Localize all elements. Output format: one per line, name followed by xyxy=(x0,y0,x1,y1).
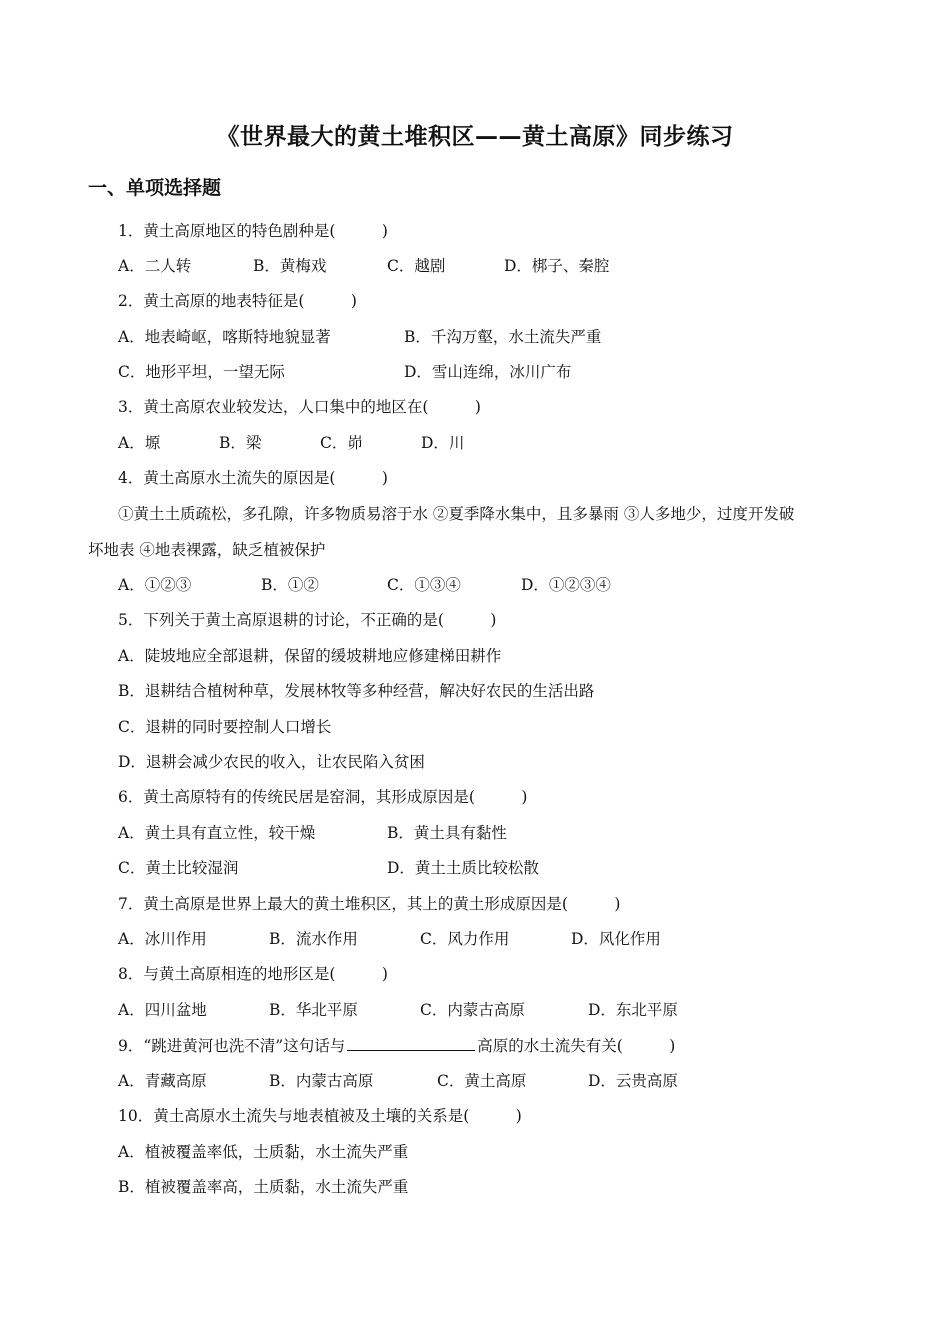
question-stem: 4．黄土高原水土流失的原因是( ) xyxy=(118,469,388,487)
question-stem xyxy=(118,1035,675,1056)
question-stem: 8．与黄土高原相连的地形区是( ) xyxy=(118,965,388,983)
question-stem: 2．黄土高原的地表特征是( ) xyxy=(118,292,357,310)
option: B．华北平原 xyxy=(269,1001,358,1019)
question-stem-part: 9．“跳进黄河也洗不清”这句话与 xyxy=(118,1037,346,1055)
option: B．流水作用 xyxy=(269,930,358,948)
option: B．黄梅戏 xyxy=(253,257,327,275)
question-statements-continued: 坏地表 ④地表裸露，缺乏植被保护 xyxy=(88,541,326,559)
option: D．①②③④ xyxy=(521,576,611,594)
option: B．千沟万壑，水土流失严重 xyxy=(404,328,602,346)
option: A．黄土具有直立性，较干燥 xyxy=(118,824,316,842)
question-stem: 1．黄土高原地区的特色剧种是( ) xyxy=(118,222,388,240)
option: C．内蒙古高原 xyxy=(420,1001,525,1019)
page-title: 《世界最大的黄土堆积区——黄土高原》同步练习 xyxy=(216,124,734,150)
option: C．黄土高原 xyxy=(437,1072,527,1090)
option: C．风力作用 xyxy=(420,930,510,948)
question-stem: 5．下列关于黄土高原退耕的讨论，不正确的是( ) xyxy=(118,611,497,629)
option: A．地表崎岖，喀斯特地貌显著 xyxy=(118,328,331,346)
option: D．退耕会减少农民的收入，让农民陷入贫困 xyxy=(118,753,425,771)
option: A．四川盆地 xyxy=(118,1001,207,1019)
option: D．黄土土质比较松散 xyxy=(387,859,539,877)
option: C．越剧 xyxy=(387,257,446,275)
option: C．峁 xyxy=(320,434,363,452)
option: A．青藏高原 xyxy=(118,1072,207,1090)
option: A．植被覆盖率低，土质黏，水土流失严重 xyxy=(118,1143,409,1161)
option: A．二人转 xyxy=(118,257,192,275)
question-stem: 6．黄土高原特有的传统民居是窑洞，其形成原因是( ) xyxy=(118,788,528,806)
option: D．风化作用 xyxy=(571,930,661,948)
option: B．①② xyxy=(261,576,319,594)
question-statements: ①黄土土质疏松，多孔隙，许多物质易溶于水 ②夏季降水集中，且多暴雨 ③人多地少，过度开发破 xyxy=(118,505,795,523)
question-stem: 7．黄土高原是世界上最大的黄土堆积区，其上的黄土形成原因是( ) xyxy=(118,895,621,913)
option: D．梆子、秦腔 xyxy=(504,257,610,275)
option: A．①②③ xyxy=(118,576,192,594)
fill-blank xyxy=(347,1035,475,1051)
question-stem: 3．黄土高原农业较发达，人口集中的地区在( ) xyxy=(118,398,481,416)
question-stem-part: 高原的水土流失有关( ) xyxy=(477,1037,676,1055)
option: D．东北平原 xyxy=(588,1001,678,1019)
option: B．内蒙古高原 xyxy=(269,1072,374,1090)
section-heading: 一、单项选择题 xyxy=(88,177,222,199)
option: D．云贵高原 xyxy=(588,1072,678,1090)
option: A．冰川作用 xyxy=(118,930,207,948)
option: D．川 xyxy=(421,434,465,452)
option: C．地形平坦，一望无际 xyxy=(118,363,285,381)
option: A．塬 xyxy=(118,434,161,452)
option: C．①③④ xyxy=(387,576,461,594)
option: C．黄土比较湿润 xyxy=(118,859,239,877)
option: B．植被覆盖率高，土质黏，水土流失严重 xyxy=(118,1178,409,1196)
option: D．雪山连绵，冰川广布 xyxy=(404,363,572,381)
question-stem: 10．黄土高原水土流失与地表植被及土壤的关系是( ) xyxy=(118,1107,522,1125)
option: B．梁 xyxy=(219,434,262,452)
option: B．退耕结合植树种草，发展林牧等多种经营，解决好农民的生活出路 xyxy=(118,682,595,700)
option: B．黄土具有黏性 xyxy=(387,824,507,842)
option: A．陡坡地应全部退耕，保留的缓坡耕地应修建梯田耕作 xyxy=(118,647,502,665)
option: C．退耕的同时要控制人口增长 xyxy=(118,718,332,736)
